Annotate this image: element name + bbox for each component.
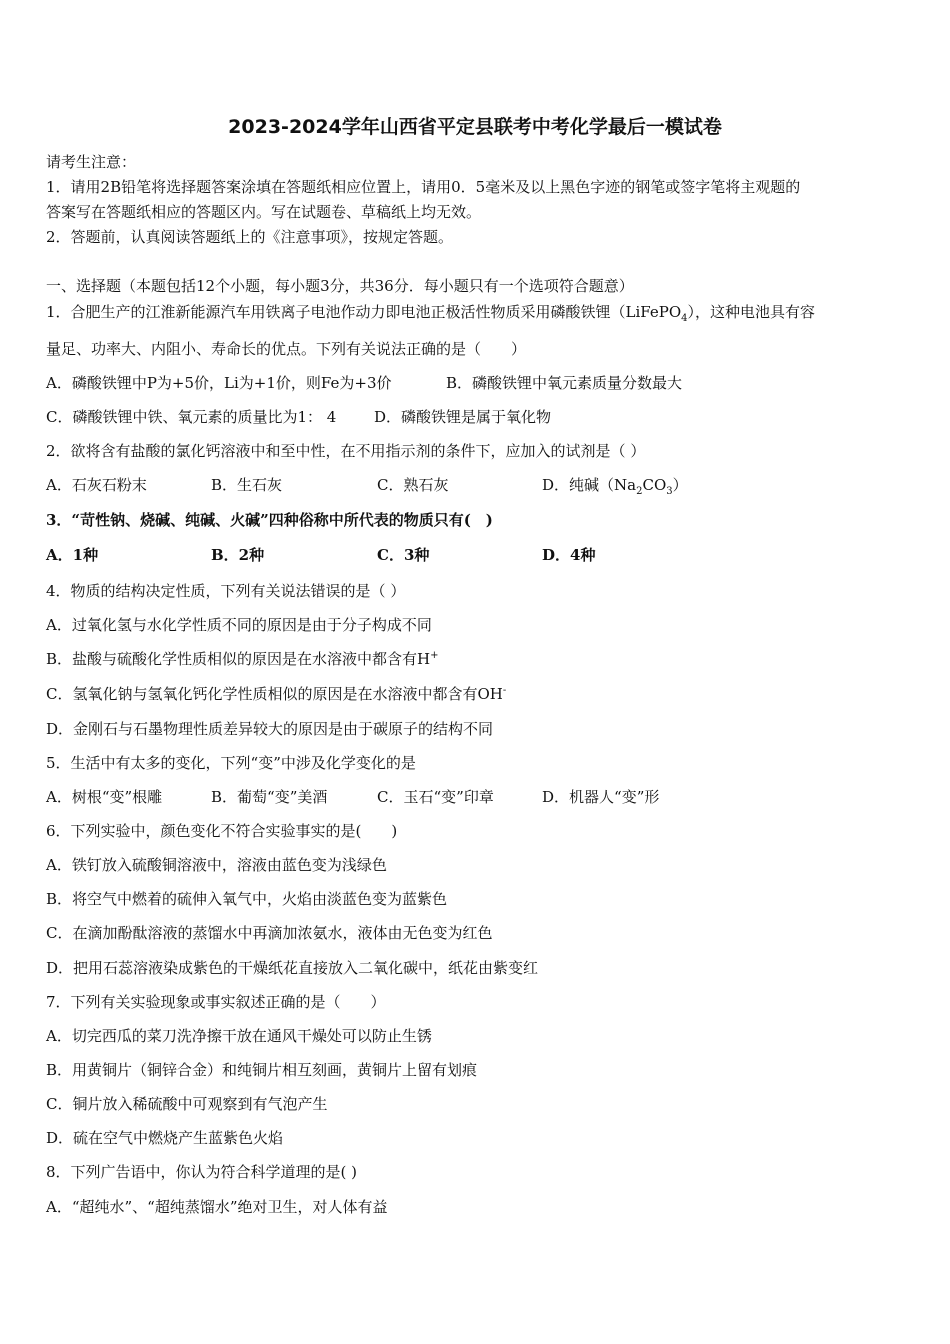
q6-option-b: B．将空气中燃着的硫伸入氧气中，火焰由淡蓝色变为蓝紫色 xyxy=(46,890,448,908)
q1-stem-text-b: ），这种电池具有容 xyxy=(687,303,816,321)
q4-option-c xyxy=(46,684,506,704)
q5-option-c: C．玉石“变”印章 xyxy=(377,788,494,806)
q2-option-a: A．石灰石粉末 xyxy=(46,476,147,494)
q2-option-c: C．熟石灰 xyxy=(377,476,449,494)
q4-option-b-text: B．盐酸与硫酸化学性质相似的原因是在水溶液中都含有H xyxy=(46,650,431,668)
q4-option-a: A．过氧化氢与水化学性质不同的原因是由于分子构成不同 xyxy=(46,616,432,634)
q5-option-d: D．机器人“变”形 xyxy=(542,788,660,806)
q1-option-d: D．磷酸铁锂是属于氧化物 xyxy=(374,408,552,426)
q8-stem: 8．下列广告语中，你认为符合科学道理的是( ) xyxy=(46,1163,358,1181)
q5-option-b: B．葡萄“变”美酒 xyxy=(211,788,328,806)
q1-stem-text-a: 1．合肥生产的江淮新能源汽车用铁离子电池作动力即电池正极活性物质采用磷酸铁锂（LiFePO xyxy=(46,303,682,321)
q4-option-b-sup: + xyxy=(430,650,439,661)
q4-option-c-text: C．氢氧化钠与氢氧化钙化学性质相似的原因是在水溶液中都含有OH xyxy=(46,685,503,703)
q7-option-d: D．硫在空气中燃烧产生蓝紫色火焰 xyxy=(46,1129,284,1147)
notice-heading: 请考生注意： xyxy=(46,153,137,171)
page-title: 2023-2024学年山西省平定县联考中考化学最后一模试卷 xyxy=(228,116,722,138)
q3-option-a: A．1种 xyxy=(46,546,99,564)
q2-option-d-sub-2: 3 xyxy=(666,486,673,497)
q3-option-d: D．4种 xyxy=(542,546,596,564)
q2-option-d-text-b: CO xyxy=(642,476,667,494)
notice-item-1-line-1: 1．请用2B铅笔将选择题答案涂填在答题纸相应位置上，请用0．5毫米及以上黑色字迹的钢笔或签字笔将主观题的 xyxy=(46,178,801,196)
q1-option-b: B．磷酸铁锂中氧元素质量分数最大 xyxy=(446,374,683,392)
q2-option-d-text-a: D．纯碱（Na xyxy=(542,476,637,494)
q1-stem-subscript: 4 xyxy=(681,313,688,324)
notice-item-1-line-2: 答案写在答题纸相应的答题区内。写在试题卷、草稿纸上均无效。 xyxy=(46,203,482,221)
q5-stem: 5．生活中有太多的变化，下列“变”中涉及化学变化的是 xyxy=(46,754,416,772)
q6-option-a: A．铁钉放入硫酸铜溶液中，溶液由蓝色变为浅绿色 xyxy=(46,856,387,874)
q8-option-a: A．“超纯水”、“超纯蒸馏水”绝对卫生，对人体有益 xyxy=(46,1198,388,1216)
q4-stem: 4．物质的结构决定性质，下列有关说法错误的是（ ） xyxy=(46,582,406,600)
q1-stem-line-1 xyxy=(46,302,815,322)
q4-option-c-sup: - xyxy=(502,685,507,696)
q2-option-d xyxy=(542,475,688,495)
q4-option-d: D．金刚石与石墨物理性质差异较大的原因是由于碳原子的结构不同 xyxy=(46,720,494,738)
q1-option-a: A．磷酸铁锂中P为+5价，Li为+1价，则Fe为+3价 xyxy=(46,374,392,392)
q6-option-c: C．在滴加酚酞溶液的蒸馏水中再滴加浓氨水，液体由无色变为红色 xyxy=(46,924,493,942)
q7-option-a: A．切完西瓜的菜刀洗净擦干放在通风干燥处可以防止生锈 xyxy=(46,1027,432,1045)
q7-stem: 7．下列有关实验现象或事实叙述正确的是（ ） xyxy=(46,993,386,1011)
q2-option-b: B．生石灰 xyxy=(211,476,283,494)
q2-option-d-text-c: ） xyxy=(672,476,688,494)
notice-item-2: 2．答题前，认真阅读答题纸上的《注意事项》，按规定答题。 xyxy=(46,228,454,246)
q3-option-b: B．2种 xyxy=(211,546,265,564)
q2-option-d-sub-1: 2 xyxy=(636,486,643,497)
section-heading: 一、选择题（本题包括12个小题，每小题3分，共36分．每小题只有一个选项符合题意） xyxy=(46,277,634,295)
q6-stem: 6．下列实验中，颜色变化不符合实验事实的是( ) xyxy=(46,822,398,840)
q4-option-b xyxy=(46,649,439,669)
q2-stem: 2．欲将含有盐酸的氯化钙溶液中和至中性，在不用指示剂的条件下，应加入的试剂是（ ） xyxy=(46,442,646,460)
q7-option-b: B．用黄铜片（铜锌合金）和纯铜片相互刻画，黄铜片上留有划痕 xyxy=(46,1061,478,1079)
q1-option-c: C．磷酸铁锂中铁、氧元素的质量比为1： 4 xyxy=(46,408,337,426)
q7-option-c: C．铜片放入稀硫酸中可观察到有气泡产生 xyxy=(46,1095,328,1113)
q3-stem: 3．“苛性钠、烧碱、纯碱、火碱”四种俗称中所代表的物质只有( ) xyxy=(46,511,493,529)
q6-option-d: D．把用石蕊溶液染成紫色的干燥纸花直接放入二氧化碳中，纸花由紫变红 xyxy=(46,959,539,977)
q5-option-a: A．树根“变”根雕 xyxy=(46,788,163,806)
q3-option-c: C．3种 xyxy=(377,546,430,564)
q1-stem-line-2: 量足、功率大、内阻小、寿命长的优点。下列有关说法正确的是（ ） xyxy=(46,340,527,358)
